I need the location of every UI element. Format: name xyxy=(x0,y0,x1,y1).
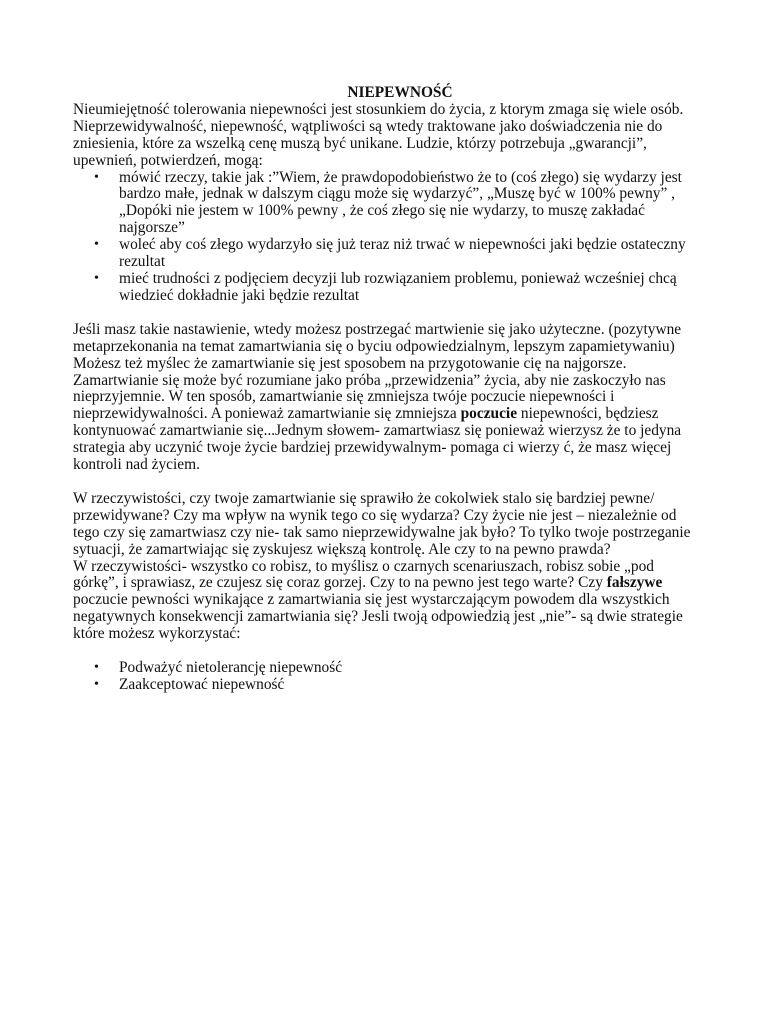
bullet-icon: • xyxy=(94,270,99,286)
list-item-text: Zaakceptować niepewność xyxy=(119,676,285,693)
list-item-text: woleć aby coś złego wydarzyło się już teraz niż trwać w niepewności jaki będzie ostateczny rezultat xyxy=(119,236,686,271)
paragraph-text: W rzeczywistości- wszystko co robisz, to myślisz o czarnych scenariuszach, robisz sobie „pod górkę”, i sprawiasz, ze czujesz się coraz gorzej. Czy to na pewno jest tego warte? Czy xyxy=(73,557,654,592)
paragraph-spacer xyxy=(73,474,703,491)
document-title: NIEPEWNOŚĆ xyxy=(347,84,453,101)
paragraph-spacer xyxy=(73,305,703,322)
reality-question-paragraph: W rzeczywistości, czy twoje zamartwianie się sprawiło że cokolwiek stalo się bardziej pewne/ przewidywane? Czy ma wpływ na wynik tego co się wydarza? Czy życie nie jest – niezależnie od tego czy się zamartwiasz czy nie- tak samo nieprzewidywalne jak było? To tylko twoje postrzeganie sytuacji, że zamartwiając się zyskujesz większą kontrolę. Ale czy to na pewno prawda? xyxy=(73,489,691,558)
bullet-icon: • xyxy=(94,169,99,185)
bullet-icon: • xyxy=(94,677,99,692)
worry-usefulness-paragraph xyxy=(73,322,703,474)
document-page xyxy=(73,85,703,694)
list-item-text: mieć trudności z podjęciem decyzji lub rozwiązaniem problemu, ponieważ wcześniej chcą wiedzieć dokładnie jaki będzie rezultat xyxy=(119,269,677,304)
list-item xyxy=(73,170,703,238)
list-item-text: mówić rzeczy, takie jak :”Wiem, że prawdopodobieństwo że to (coś złego) się wydarzy jest bardzo małe, jednak w dalszym ciągu może się wydarzyć”, „Muszę być w 100% pewny” , „Dopóki nie jestem w 100% pewny , że coś złego się nie wydarzy, to muszę zakładać najgorsze” xyxy=(119,168,682,237)
emphasis-text: fałszywe xyxy=(606,574,663,592)
intro-paragraph: Nieumiejętność tolerowania niepewności jest stosunkiem do życia, z ktorym zmaga się wiele osób. Nieprzewidywalność, niepewność, wątpliwości są wtedy traktowane jako doświadczenia nie do zniesienia, które za wszelką cenę muszą być unikane. Ludzie, którzy potrzebuja „gwarancji”, upewnień, potwierdzeń, mogą: xyxy=(73,100,684,169)
list-item xyxy=(73,237,703,271)
paragraph-text: niepewności, będziesz kontynuować zamartwianie się...Jednym słowem- zamartwiasz się ponieważ wierzysz że to jedyna strategia aby uczynić twoje życie bardziej przewidywalnym- pomaga ci wierzy ć, że masz więcej kontroli nad życiem. xyxy=(73,405,682,474)
reality-consequences-paragraph xyxy=(73,559,703,644)
bullet-list-strategies xyxy=(73,660,703,694)
paragraph-text: poczucie pewności wynikające z zamartwiania się jest wystarczającym powodem dla wszystkich negatywnych konsekwencji zamartwiania się? Jesli twoją odpowiedzią jest „nie”- są dwie strategie które możesz wykorzystać: xyxy=(73,591,683,643)
paragraph-text: Jeśli masz takie nastawienie, wtedy możesz postrzegać martwienie się jako użyteczne. (pozytywne metaprzekonania na temat zamartwiania się o byciu odpowiedzialnym, lepszym zapamietywaniu) Możesz też myślec że zamartwianie się jest sposobem na przygotowanie cię na najgorsze. Zamartwianie się może być rozumiane jako próba „przewidzenia” życia, aby nie zaskoczyło nas nieprzyjemnie. W ten sposób, zamartwianie się zmniejsza twóje poczucie niepewności i nieprzewidywalności. A ponieważ zamartwianie się zmniejsza xyxy=(73,320,682,423)
paragraph-spacer xyxy=(73,643,703,660)
bullet-list-behaviors xyxy=(73,170,703,305)
bullet-icon: • xyxy=(94,660,99,676)
list-item xyxy=(73,677,703,694)
list-item xyxy=(73,660,703,677)
list-item xyxy=(73,271,703,305)
emphasis-text: poczucie xyxy=(460,405,518,423)
list-item-text: Podważyć nietolerancję niepewność xyxy=(119,659,343,677)
bullet-icon: • xyxy=(94,237,99,253)
